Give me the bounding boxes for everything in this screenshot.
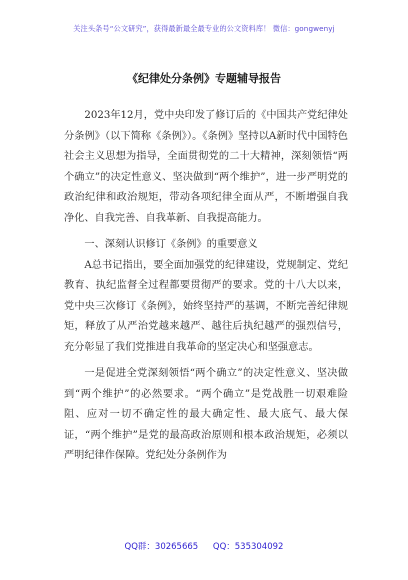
footer-qq-number: QQ：535304092 — [212, 542, 284, 552]
footer-contacts — [0, 540, 408, 552]
paragraph-intro: 2023年12月，党中央印发了修订后的《中国共产党纪律处分条例》（以下简称《条例》）。《条例》坚持以A新时代中国特色社会主义思想为指导，全面贯彻党的二十大精神，深刻领悟“两个确立”的决定性意义、坚决做到“两个维护”，进一步严明党的政治纪律和政治规矩，带动各项纪律全面从严，不断增强自我净化、自我完善、自我革新、自我提高能力。 — [64, 110, 348, 224]
document-body — [64, 106, 348, 473]
footer-qq-group: QQ群：30265665 — [124, 542, 199, 552]
section-heading-1: 一、深刻认识修订《条例》的重要意义 — [84, 239, 258, 250]
paragraph-point-one: 一是促进全党深刻领悟“两个确立”的决定性意义、坚决做到“两个维护”的必然要求。“两个确立”是党战胜一切艰难险阻、应对一切不确定性的最大确定性、最大底气、最大保证，“两个维护”是党的最高政治原则和根本政治规矩，必须以严明纪律作保障。党纪处分条例作为 — [64, 368, 348, 461]
paragraph-significance: A总书记指出，要全面加强党的纪律建设，党规制定、党纪教育、执纪监督全过程都要贯彻严的要求。党的十八大以来，党中央三次修订《条例》，始终坚持严的基调，不断完善纪律规矩，释放了从严治党越来越严、越往后执纪越严的强烈信号，充分彰显了我们党推进自我革命的坚定决心和坚强意志。 — [64, 259, 348, 353]
header-promo-note: 关注头条号“公文研究”，获得最新最全最专业的公文资料库！ 微信：gongwenyj — [73, 24, 335, 33]
document-title: 《纪律处分条例》专题辅导报告 — [127, 72, 281, 85]
